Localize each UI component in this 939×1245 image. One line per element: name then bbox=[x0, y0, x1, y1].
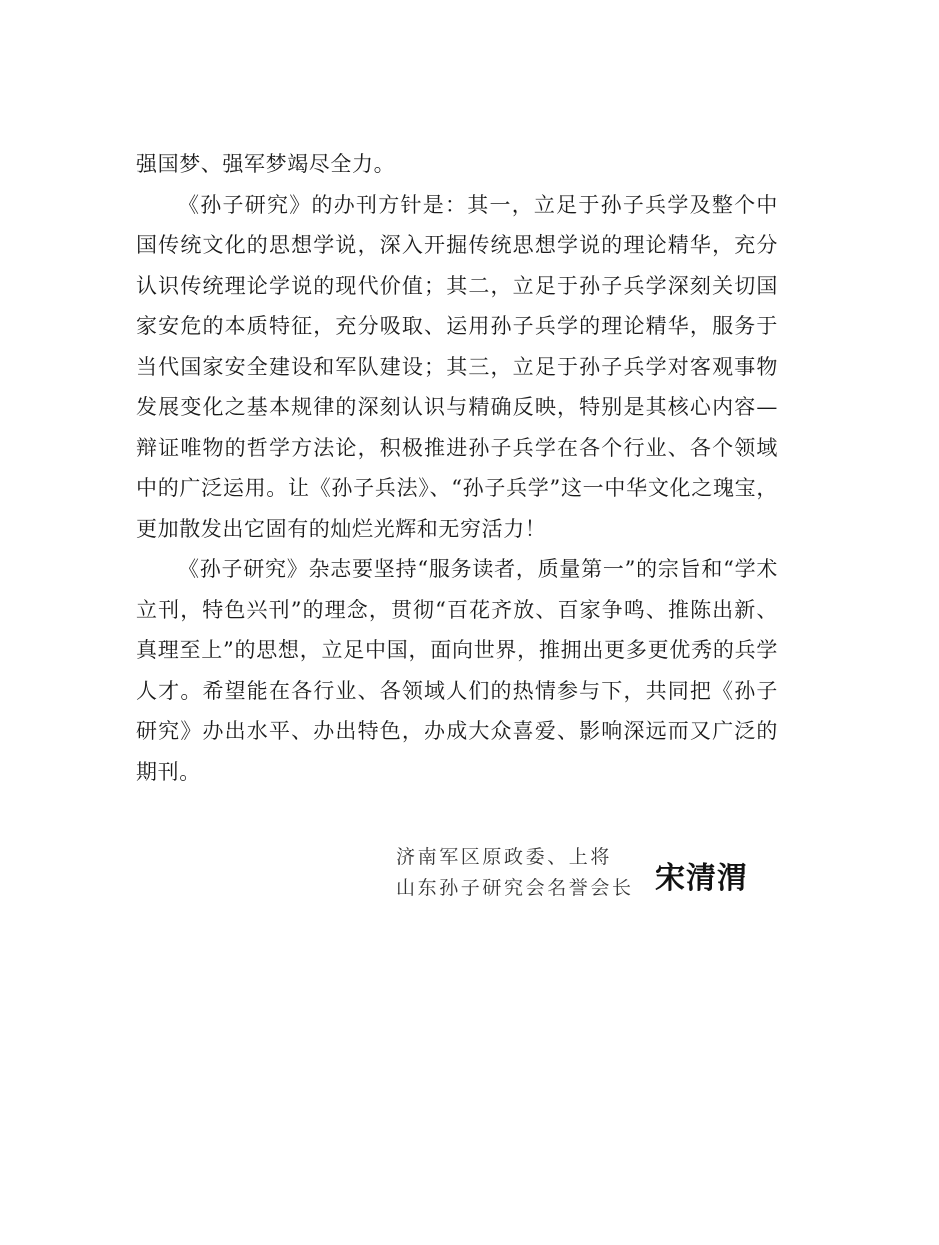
signer-title-line-2: 山东孙子研究会名誉会长 bbox=[396, 877, 634, 899]
paragraph-journal-principles: 《孙子研究》杂志要坚持“服务读者，质量第一”的宗旨和“学术立刊，特色兴刊”的理念，贯彻“百花齐放、百家争鸣、推陈出新、真理至上”的思想，立足中国，面向世界，推拥出更多更优秀的兵学人才。希望能在各行业、各领域人们的热情参与下，共同把《孙子研究》办出水平、办出特色，办成大众喜爱、影响深远而又广泛的期刊。 bbox=[136, 557, 778, 784]
signature-block bbox=[396, 842, 776, 906]
signer-title-line-1: 济南军区原政委、上将 bbox=[396, 846, 613, 868]
signer-name: 宋清渭 bbox=[655, 861, 748, 896]
signer-titles bbox=[396, 842, 634, 904]
body-text bbox=[136, 144, 778, 792]
paragraph-continuation: 强国梦、强军梦竭尽全力。 bbox=[136, 152, 396, 176]
paragraph-editorial-policy: 《孙子研究》的办刊方针是：其一，立足于孙子兵学及整个中国传统文化的思想学说，深入开掘传统思想学说的理论精华，充分认识传统理论学说的现代价值；其二，立足于孙子兵学深刻关切国家安危的本质特征，充分吸取、运用孙子兵学的理论精华，服务于当代国家安全建设和军队建设；其三，立足于孙子兵学对客观事物发展变化之基本规律的深刻认识与精确反映，特别是其核心内容—辩证唯物的哲学方法论，积极推进孙子兵学在各个行业、各个领域中的广泛运用。让《孙子兵法》、“孙子兵学”这一中华文化之瑰宝，更加散发出它固有的灿烂光辉和无穷活力！ bbox=[136, 192, 778, 541]
